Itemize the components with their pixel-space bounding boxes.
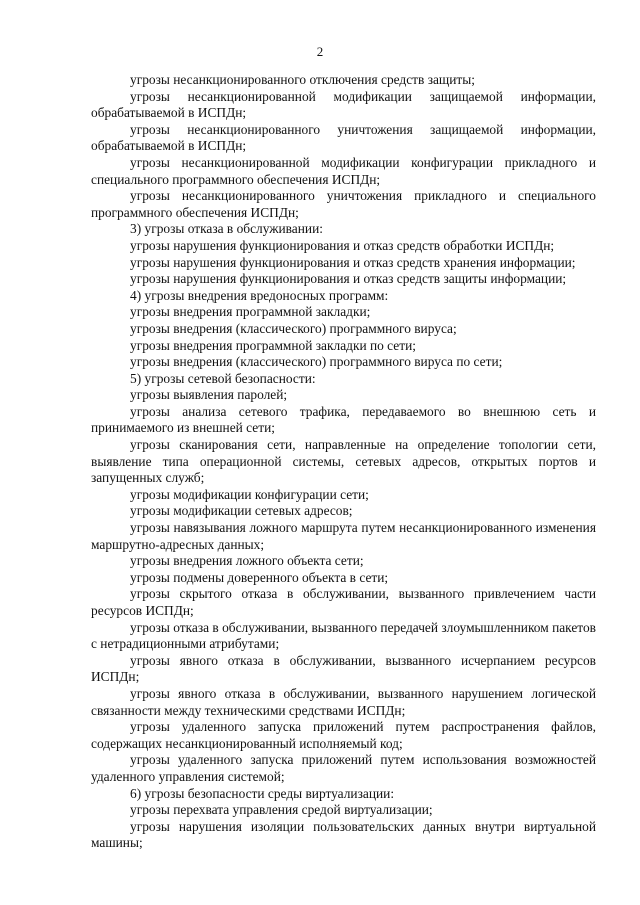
paragraph: угрозы несанкционированного отключения средств защиты; [130, 72, 475, 87]
paragraph: угрозы несанкционированной модификации конфигурации прикладного и специального программного обеспечения ИСПДн; [91, 154, 596, 187]
paragraph: угрозы внедрения (классического) программного вируса; [130, 320, 457, 336]
section-heading: 5) угрозы сетевой безопасности: [130, 370, 316, 386]
paragraph: угрозы модификации сетевых адресов; [130, 503, 353, 519]
section-heading: 6) угрозы безопасности среды виртуализации: [130, 785, 395, 801]
paragraph: угрозы внедрения (классического) программного вируса по сети; [130, 354, 503, 370]
paragraph: угрозы нарушения функционирования и отказ средств обработки ИСПДн; [130, 237, 555, 253]
paragraph: угрозы скрытого отказа в обслуживании, вызванного привлечением части ресурсов ИСПДн; [91, 586, 596, 618]
paragraph: угрозы внедрения ложного объекта сети; [130, 553, 364, 569]
document-body [91, 72, 596, 852]
paragraph: угрозы подмены доверенного объекта в сети; [130, 569, 389, 585]
paragraph: угрозы несанкционированного уничтожения прикладного и специального программного обеспечения ИСПДн; [91, 188, 596, 220]
paragraph: угрозы удаленного запуска приложений путем использования возможностей удаленного управления системой; [91, 752, 596, 784]
paragraph: угрозы внедрения программной закладки по сети; [130, 337, 416, 353]
paragraph: угрозы выявления паролей; [130, 387, 288, 403]
paragraph: угрозы анализа сетевого трафика, передаваемого во внешнюю сеть и принимаемого из внешней сети; [91, 403, 596, 436]
paragraph: угрозы сканирования сети, направленные на определение топологии сети, выявление типа операционной системы, сетевых адресов, открытых портов и запущенных служб; [91, 437, 596, 486]
section-heading: 4) угрозы внедрения вредоносных программ: [130, 287, 389, 303]
paragraph: угрозы явного отказа в обслуживании, вызванного нарушением логической связанности между техническими средствами ИСПДн; [91, 685, 596, 718]
paragraph: угрозы отказа в обслуживании, вызванного передачей злоумышленником пакетов с нетрадиционными атрибутами; [91, 619, 596, 652]
paragraph: угрозы нарушения функционирования и отказ средств хранения информации; [130, 254, 576, 270]
paragraph: угрозы нарушения функционирования и отказ средств защиты информации; [130, 271, 567, 287]
paragraph: угрозы перехвата управления средой виртуализации; [130, 802, 433, 818]
paragraph: угрозы навязывания ложного маршрута путем несанкционированного изменения маршрутно-адресных данных; [91, 520, 596, 552]
paragraph: угрозы явного отказа в обслуживании, вызванного исчерпанием ресурсов ИСПДн; [91, 652, 596, 685]
paragraph: угрозы удаленного запуска приложений путем распространения файлов, содержащих несанкционированный исполняемый код; [91, 719, 596, 751]
paragraph: угрозы внедрения программной закладки; [130, 304, 371, 320]
paragraph: угрозы несанкционированного уничтожения защищаемой информации, обрабатываемой в ИСПДн; [91, 121, 596, 154]
paragraph: угрозы несанкционированной модификации защищаемой информации, обрабатываемой в ИСПДн; [91, 88, 596, 121]
section-heading: 3) угрозы отказа в обслуживании: [130, 221, 323, 237]
page-number: 2 [316, 44, 324, 59]
paragraph: угрозы модификации конфигурации сети; [130, 486, 369, 502]
paragraph: угрозы нарушения изоляции пользовательских данных внутри виртуальной машины; [91, 818, 596, 851]
